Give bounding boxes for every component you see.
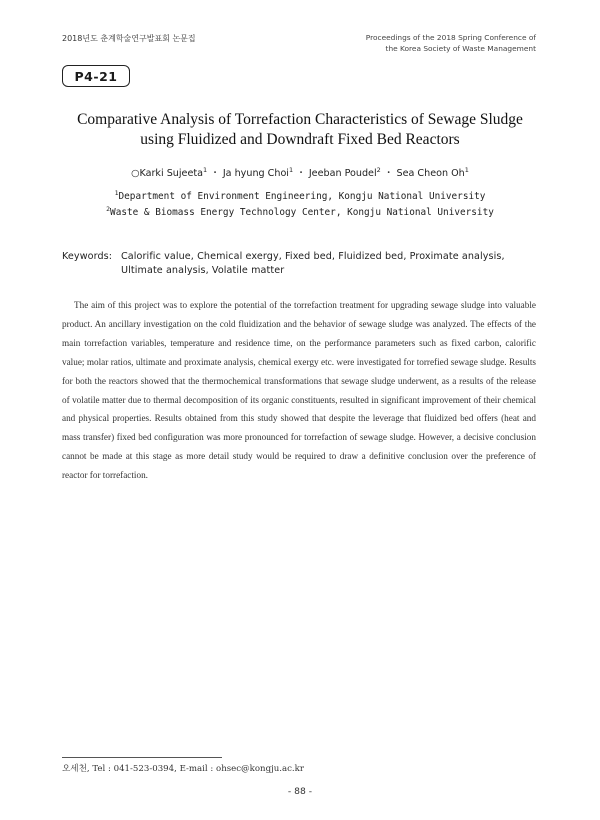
paper-code-badge: P4-21 xyxy=(62,65,130,87)
author-separator: ・ xyxy=(383,168,394,179)
affiliation-number: 2 xyxy=(106,205,111,213)
affiliation xyxy=(40,189,560,202)
author-list xyxy=(40,165,560,179)
paper-title-line1: Comparative Analysis of Torrefaction Characteristics of Sewage Sludge xyxy=(77,111,523,128)
paper-title xyxy=(40,110,560,150)
affiliation-number: 1 xyxy=(114,189,119,197)
author-separator: ・ xyxy=(296,168,306,179)
abstract-text: The aim of this project was to explore the potential of the torrefaction treatment for upgrading sewage sludge into valuable product. An ancillary investigation on the cold fluidization and the behavior of sewage sludge was analyzed. The effects of the main torrefaction variables, temperature and residence time, on the performance parameters such as fixed carbon, calorific value; molar ratios, ultimate and proximate analysis, chemical exergy etc. were investigated for torrefied sewage sludge. Results for both the reactors showed that the thermochemical transformations that sewage sludge underwent, as a results of the release of volatile matter due to thermal decomposition of its organic constituents, resulted in significant improvement of their chemical and physical properties. Results obtained from this study showed that despite the leverage that fluidized bed offers (heat and mass transfer) fixed bed configuration was more pronounced for torrefaction of sewage sludge. However, a decisive conclusion cannot be made at this stage as more detail study would be required to draw a definitive conclusion over the preference of reactor for torrefaction. xyxy=(62,300,536,481)
presenter-mark: ○ xyxy=(131,168,140,179)
author-affiliation-mark: 1 xyxy=(202,165,208,174)
footnote-divider xyxy=(62,757,222,758)
affiliation-text: Department of Environment Engineering, Kongju National University xyxy=(118,191,486,203)
author-name: Jeeban Poudel xyxy=(308,168,377,179)
author-affiliation-mark: 1 xyxy=(288,165,294,174)
keywords-label: Keywords: xyxy=(62,251,113,262)
keywords-block xyxy=(62,250,542,278)
author-name: Sea Cheon Oh xyxy=(396,168,465,179)
running-header-right-line1: Proceedings of the 2018 Spring Conference of xyxy=(365,33,536,42)
author-affiliation-mark: 1 xyxy=(464,165,469,174)
running-header-right-line2: the Korea Society of Waste Management xyxy=(385,44,536,53)
running-header-left: 2018년도 춘계학술연구발표회 논문집 xyxy=(62,34,196,43)
running-header-right xyxy=(366,32,536,54)
author-affiliation-mark: 2 xyxy=(376,165,381,174)
author-separator: ・ xyxy=(210,168,220,179)
affiliation-text: Waste & Biomass Energy Technology Center, Kongju National University xyxy=(110,207,494,219)
paper-title-line2: using Fluidized and Downdraft Fixed Bed Reactors xyxy=(140,131,460,148)
page-number: - 88 - xyxy=(287,786,313,797)
author-name: Karki Sujeeta xyxy=(139,168,203,179)
keywords-text: Calorific value, Chemical exergy, Fixed bed, Fluidized bed, Proximate analysis, Ultimate analysis, Volatile matter xyxy=(121,251,505,276)
affiliation xyxy=(40,205,560,218)
footnote-contact: 오세천, Tel : 041-523-0394, E-mail : ohsec@kongju.ac.kr xyxy=(62,764,304,774)
author-name: Ja hyung Choi xyxy=(222,168,289,179)
